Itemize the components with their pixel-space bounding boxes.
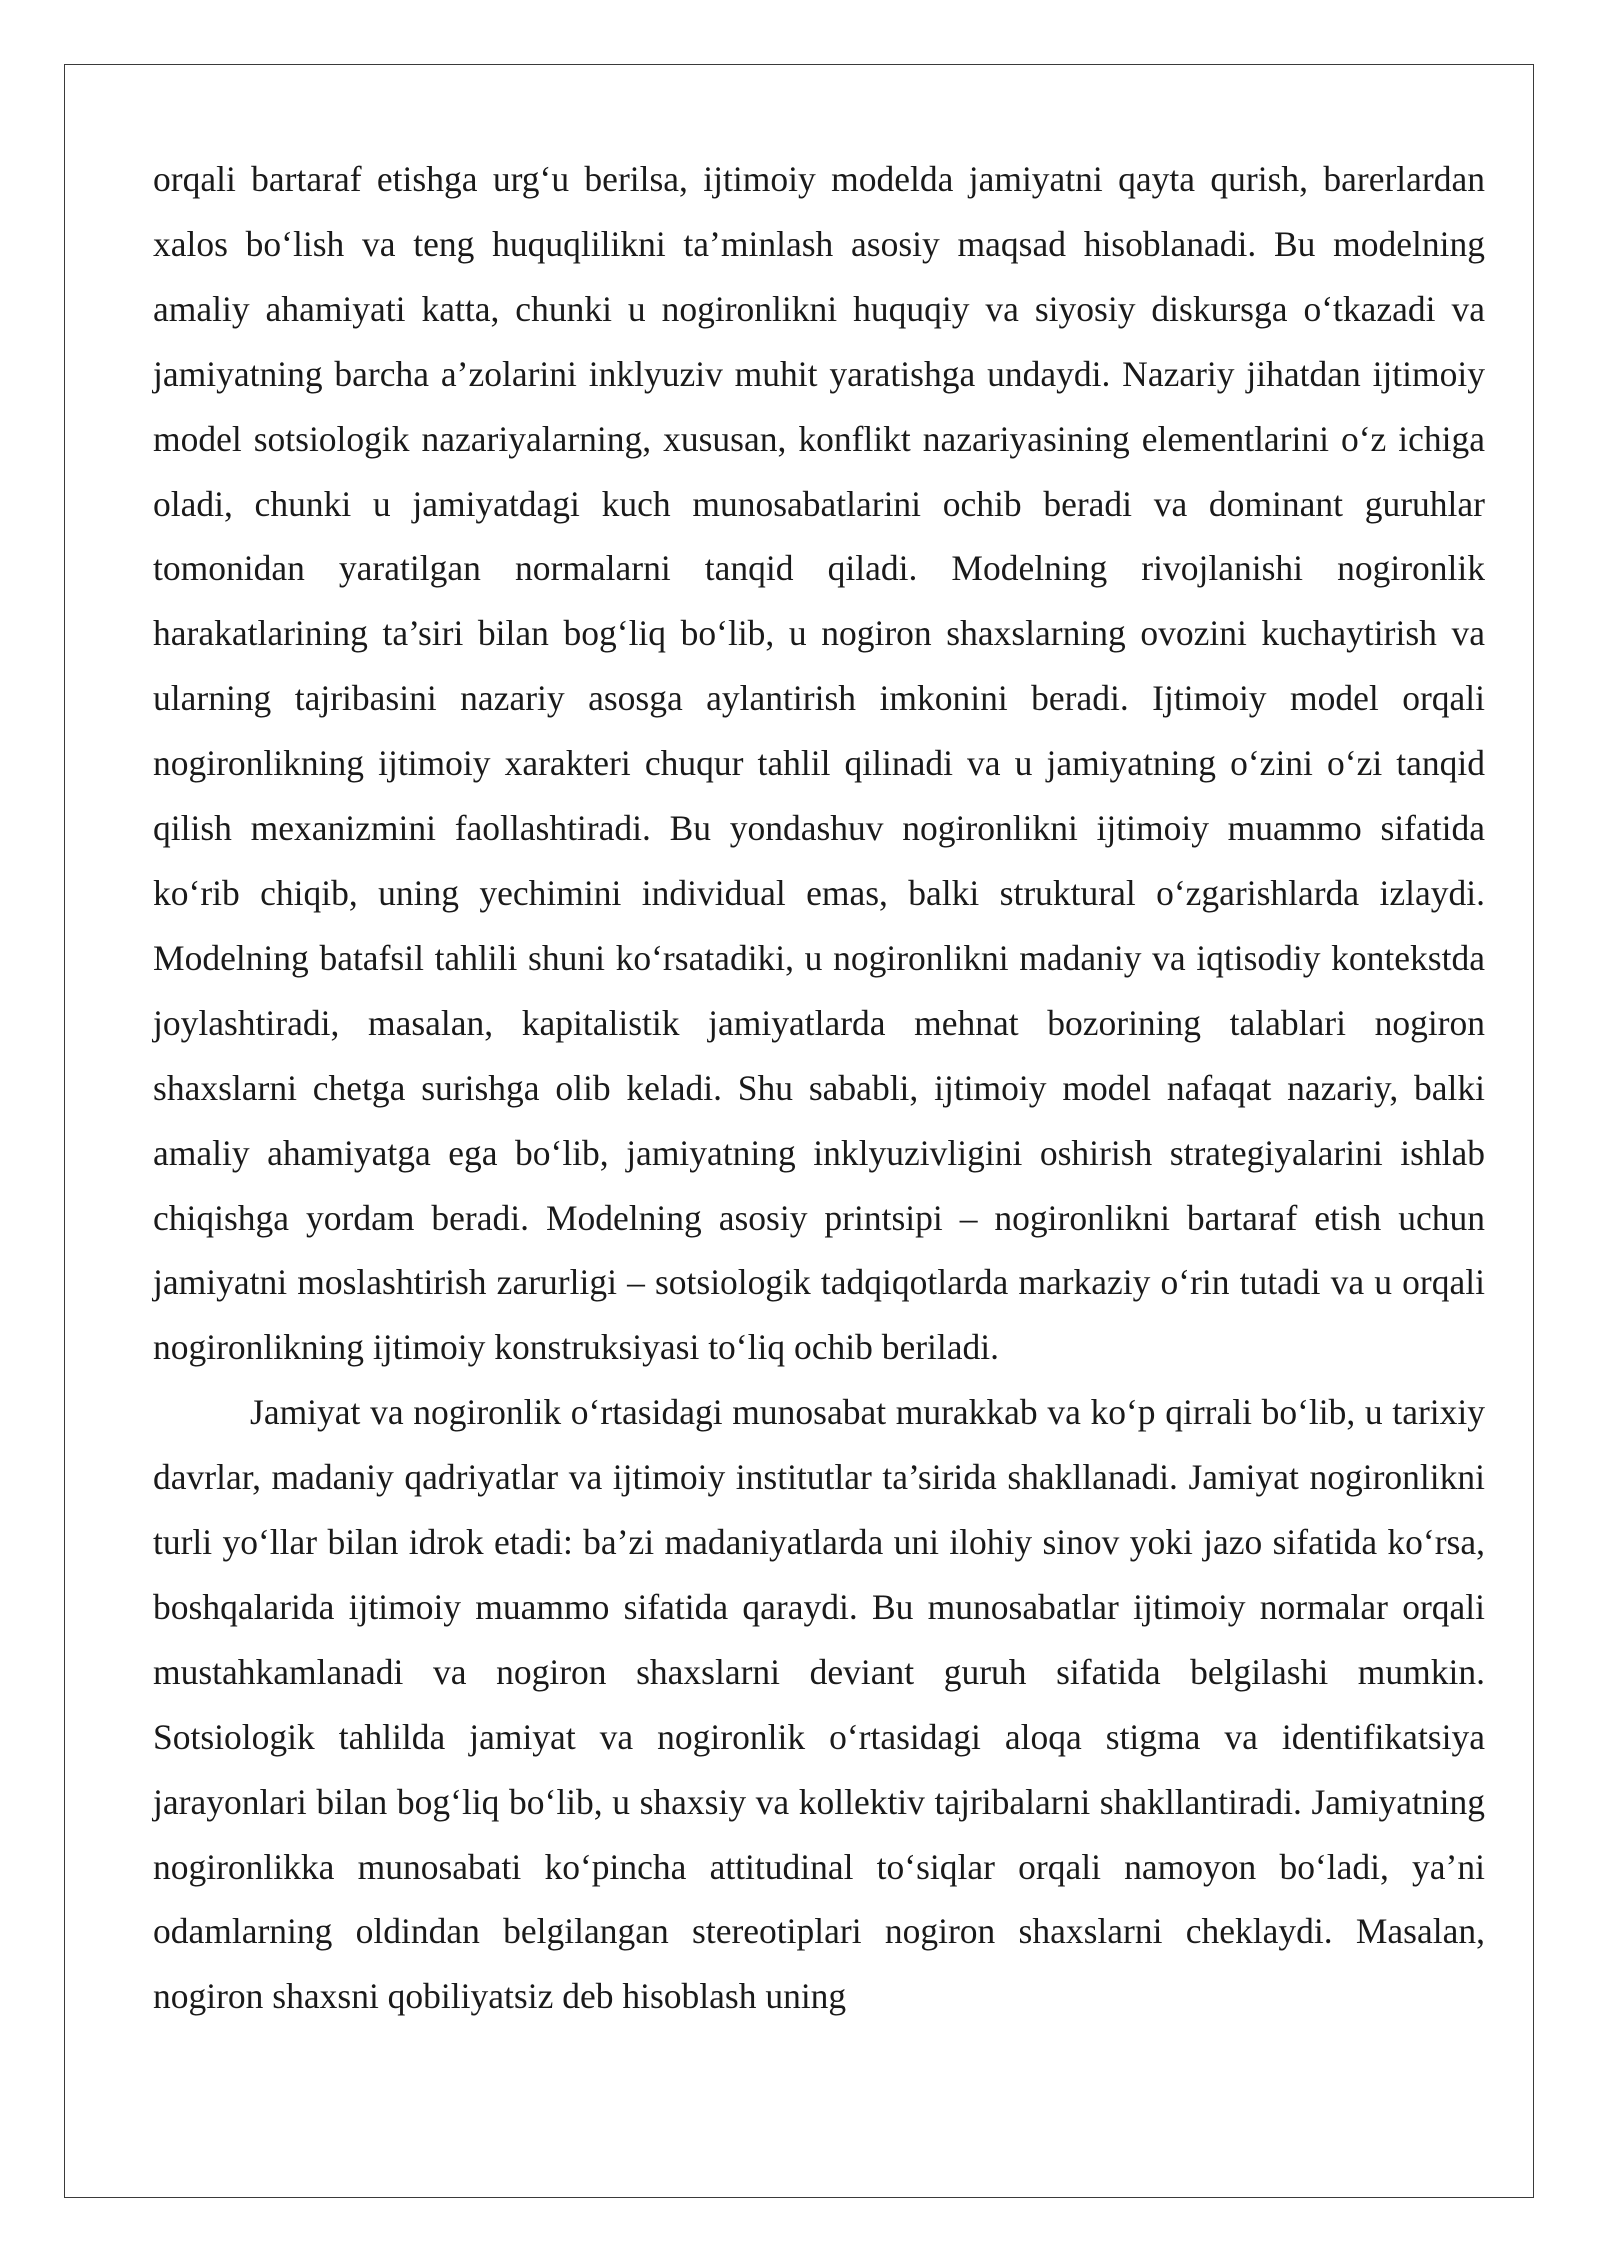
paragraph: orqali bartaraf etishga urg‘u berilsa, ijtimoiy modelda jamiyatni qayta qurish, barerlardan xalos bo‘lish va teng huquqlilikni ta’minlash asosiy maqsad hisoblanadi. Bu modelning amaliy ahamiyati katta, chunki u nogironlikni huquqiy va siyosiy diskursga o‘tkazadi va jamiyatning barcha a’zolarini inklyuziv muhit yaratishga undaydi. Nazariy jihatdan ijtimoiy model sotsiologik nazariyalarning, xususan, konflikt nazariyasining elementlarini o‘z ichiga oladi, chunki u jamiyatdagi kuch munosabatlarini ochib beradi va dominant guruhlar tomonidan yaratilgan normalarni tanqid qiladi. Modelning rivojlanishi nogironlik harakatlarining ta’siri bilan bog‘liq bo‘lib, u nogiron shaxslarning ovozini kuchaytirish va ularning tajribasini nazariy asosga aylantirish imkonini beradi. Ijtimoiy model orqali nogironlikning ijtimoiy xarakteri chuqur tahlil qilinadi va u jamiyatning o‘zini o‘zi tanqid qilish mexanizmini faollashtiradi. Bu yondashuv nogironlikni ijtimoiy muammo sifatida ko‘rib chiqib, uning yechimini individual emas, balki struktural o‘zgarishlarda izlaydi. Modelning batafsil tahlili shuni ko‘rsatadiki, u nogironlikni madaniy va iqtisodiy kontekstda joylashtiradi, masalan, kapitalistik jamiyatlarda mehnat bozorining talablari nogiron shaxslarni chetga surishga olib keladi. Shu sababli, ijtimoiy model nafaqat nazariy, balki amaliy ahamiyatga ega bo‘lib, jamiyatning inklyuzivligini oshirish strategiyalarini ishlab chiqishga yordam beradi. Modelning asosiy printsipi – nogironlikni bartaraf etish uchun jamiyatni moslashtirish zarurligi – sotsiologik tadqiqotlarda markaziy o‘rin tutadi va u orqali nogironlikning ijtimoiy konstruksiyasi to‘liq ochib beriladi. (153, 159, 1485, 1368)
document-body (153, 147, 1485, 2029)
paragraph: Jamiyat va nogironlik o‘rtasidagi munosabat murakkab va ko‘p qirrali bo‘lib, u tarixiy davrlar, madaniy qadriyatlar va ijtimoiy institutlar ta’sirida shakllanadi. Jamiyat nogironlikni turli yo‘llar bilan idrok etadi: ba’zi madaniyatlarda uni ilohiy sinov yoki jazo sifatida ko‘rsa, boshqalarida ijtimoiy muammo sifatida qaraydi. Bu munosabatlar ijtimoiy normalar orqali mustahkamlanadi va nogiron shaxslarni deviant guruh sifatida belgilashi mumkin. Sotsiologik tahlilda jamiyat va nogironlik o‘rtasidagi aloqa stigma va identifikatsiya jarayonlari bilan bog‘liq bo‘lib, u shaxsiy va kollektiv tajribalarni shakllantiradi. Jamiyatning nogironlikka munosabati ko‘pincha attitudinal to‘siqlar orqali namoyon bo‘ladi, ya’ni odamlarning oldindan belgilangan stereotiplari nogiron shaxslarni cheklaydi. Masalan, nogiron shaxsni qobiliyatsiz deb hisoblash uning (153, 1392, 1485, 2017)
